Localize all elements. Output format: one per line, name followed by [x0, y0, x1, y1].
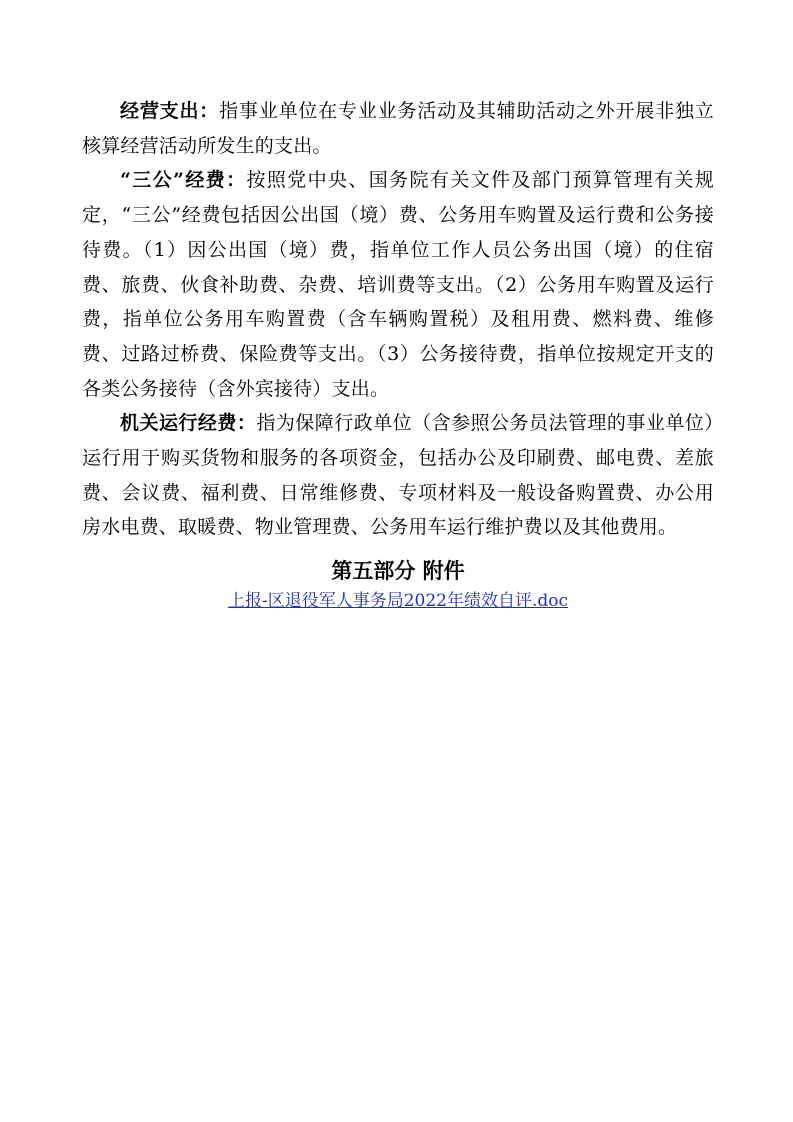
definition-operating-expenses: 指事业单位在专业业务活动及其辅助活动之外开展非独立核算经营活动所发生的支出。 — [82, 100, 714, 157]
term-operating-expenses: 经营支出： — [120, 100, 220, 122]
term-three-public-expenses: “三公”经费： — [120, 169, 247, 192]
paragraph-agency-operating-funds — [82, 406, 714, 545]
document-body — [82, 94, 714, 613]
attachment-line — [82, 589, 714, 613]
attachment-link[interactable]: 上报-区退役军人事务局2022年绩效自评.doc — [227, 591, 569, 612]
paragraph-three-public-expenses — [82, 163, 714, 406]
term-agency-operating-funds: 机关运行经费： — [120, 412, 257, 435]
paragraph-operating-expenses — [82, 94, 714, 163]
definition-agency-operating-funds: 指为保障行政单位（含参照公务员法管理的事业单位）运行用于购买货物和服务的各项资金，包括办公及印刷费、邮电费、差旅费、会议费、福利费、日常维修费、专项材料及一般设备购置费、办公用房水电费、取暖费、物业管理费、公务用车运行维护费以及其他费用。 — [82, 412, 714, 539]
definition-three-public-expenses: 按照党中央、国务院有关文件及部门预算管理有关规定，“三公”经费包括因公出国（境）费、公务用车购置及运行费和公务接待费。（1）因公出国（境）费，指单位工作人员公务出国（境）的住宿费、旅费、伙食补助费、杂费、培训费等支出。（2）公务用车购置及运行费，指单位公务用车购置费（含车辆购置税）及租用费、燃料费、维修费、过路过桥费、保险费等支出。（3）公务接待费，指单位按规定开支的各类公务接待（含外宾接待）支出。 — [82, 169, 714, 400]
section-heading: 第五部分 附件 — [331, 558, 465, 584]
